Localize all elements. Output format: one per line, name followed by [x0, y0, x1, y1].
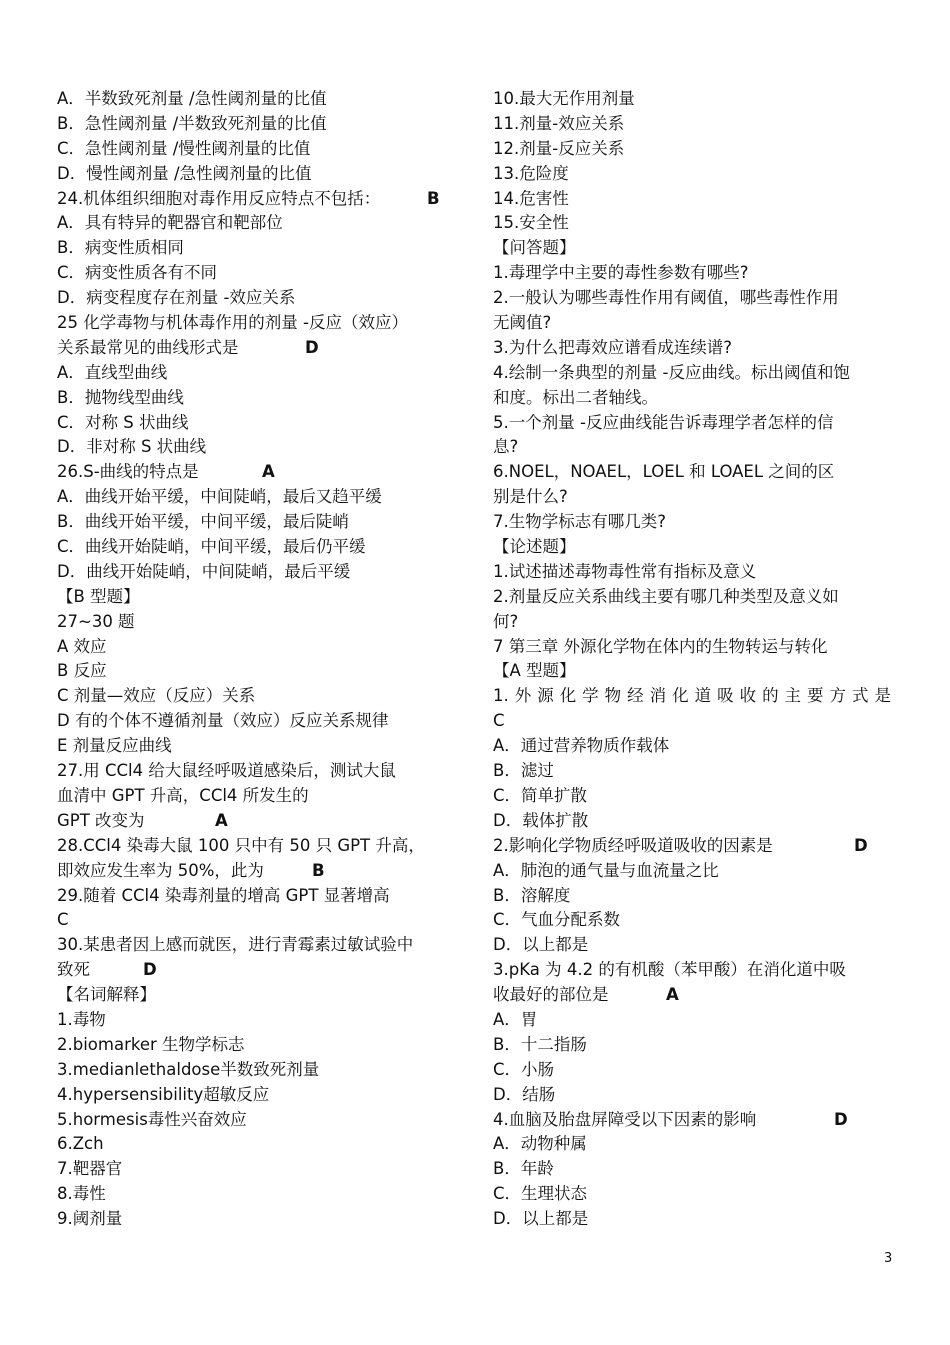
line-text: 息?: [493, 437, 519, 457]
line-text: 30.某患者因上感而就医，进行青霉素过敏试验中: [57, 935, 414, 955]
text-line: [57, 411, 457, 436]
text-line: [57, 859, 457, 884]
text-line: [493, 236, 891, 261]
line-text: B．急性阈剂量 /半数致死剂量的比值: [57, 113, 327, 133]
line-text: C．曲线开始陡峭，中间平缓，最后仍平缓: [57, 537, 366, 557]
line-text: B．曲线开始平缓，中间平缓，最后陡峭: [57, 512, 349, 532]
text-line: [493, 1207, 891, 1232]
text-line: [57, 286, 457, 311]
text-line: [57, 1108, 457, 1133]
line-text: D．以上都是: [493, 1209, 589, 1229]
answer-key: A: [262, 462, 275, 482]
line-text: 别是什么?: [493, 487, 568, 507]
text-line: [57, 784, 457, 809]
text-line: [57, 386, 457, 411]
text-line: [493, 460, 891, 485]
text-line: [57, 87, 457, 112]
line-text: C．对称 S 状曲线: [57, 412, 189, 432]
answer-key: A: [215, 810, 228, 830]
line-text: 关系最常见的曲线形式是: [57, 337, 239, 357]
page-number: 3: [884, 1251, 893, 1266]
line-text: B．病变性质相同: [57, 238, 184, 258]
line-text: 4.hypersensibility超敏反应: [57, 1084, 270, 1104]
line-text: C 剂量—效应（反应）关系: [57, 686, 256, 706]
line-text: A．直线型曲线: [57, 362, 168, 382]
line-text: D．以上都是: [493, 935, 589, 955]
line-text: 3.medianlethaldose半数致死剂量: [57, 1059, 320, 1079]
line-text: 7.靶器官: [57, 1159, 123, 1179]
text-line: [493, 659, 891, 684]
text-line: [57, 908, 457, 933]
text-line: [493, 983, 891, 1008]
line-text: A．胃: [493, 1009, 538, 1029]
text-line: [493, 859, 891, 884]
line-text: 致死: [57, 960, 90, 980]
text-line: [57, 1033, 457, 1058]
text-line: [57, 137, 457, 162]
line-text: 【论述题】: [493, 537, 576, 557]
line-text: C．急性阈剂量 /慢性阈剂量的比值: [57, 138, 311, 158]
line-text: 1.外源化学物经消化道吸收的主要方式是: [493, 686, 891, 706]
text-line: [57, 734, 457, 759]
text-line: [57, 1083, 457, 1108]
answer-key: B: [427, 188, 440, 208]
left-column: [57, 87, 457, 1232]
line-text: B．年龄: [493, 1159, 554, 1179]
line-text: 无阈值?: [493, 313, 552, 333]
text-line: [57, 510, 457, 535]
line-text: C: [493, 711, 505, 731]
text-line: [493, 162, 891, 187]
text-line: [57, 809, 457, 834]
text-line: [493, 286, 891, 311]
text-line: [493, 137, 891, 162]
text-line: [493, 933, 891, 958]
line-text: C．气血分配系数: [493, 910, 621, 930]
line-text: B．抛物线型曲线: [57, 387, 184, 407]
line-text: 26.S-曲线的特点是: [57, 462, 199, 482]
text-line: [493, 510, 891, 535]
line-text: 5.一个剂量 -反应曲线能告诉毒理学者怎样的信: [493, 412, 834, 432]
text-line: [57, 834, 457, 859]
line-text: B 反应: [57, 661, 107, 681]
line-text: 11.剂量-效应关系: [493, 113, 625, 133]
text-line: [493, 734, 891, 759]
text-line: [493, 908, 891, 933]
line-text: A．动物种属: [493, 1134, 587, 1154]
text-line: [57, 659, 457, 684]
text-line: [493, 709, 891, 734]
line-text: D．病变程度存在剂量 -效应关系: [57, 288, 296, 308]
line-text: 何?: [493, 611, 519, 631]
line-text: C．病变性质各有不同: [57, 263, 218, 283]
text-line: [57, 1182, 457, 1207]
line-text: C．生理状态: [493, 1184, 588, 1204]
line-text: 3.pKa 为 4.2 的有机酸（苯甲酸）在消化道中吸: [493, 960, 846, 980]
answer-key: D: [305, 337, 319, 357]
text-line: [493, 1182, 891, 1207]
line-text: 4.血脑及胎盘屏障受以下因素的影响: [493, 1109, 757, 1129]
text-line: [57, 460, 457, 485]
line-text: 15.安全性: [493, 213, 569, 233]
text-line: [493, 187, 891, 212]
text-line: [57, 211, 457, 236]
line-text: D．曲线开始陡峭，中间陡峭，最后平缓: [57, 561, 351, 581]
line-text: 【问答题】: [493, 238, 576, 258]
line-text: C．小肠: [493, 1059, 555, 1079]
line-text: 12.剂量-反应关系: [493, 138, 625, 158]
text-line: [57, 983, 457, 1008]
text-line: [493, 560, 891, 585]
text-line: [57, 162, 457, 187]
line-text: 2.剂量反应关系曲线主要有哪几种类型及意义如: [493, 586, 839, 606]
line-text: 3.为什么把毒效应谱看成连续谱?: [493, 337, 733, 357]
text-line: [57, 560, 457, 585]
line-text: 4.绘制一条典型的剂量 -反应曲线。标出阈值和饱: [493, 362, 850, 382]
line-text: E 剂量反应曲线: [57, 736, 172, 756]
text-line: [493, 1157, 891, 1182]
text-line: [57, 261, 457, 286]
text-line: [57, 884, 457, 909]
answer-key: D: [854, 835, 868, 855]
line-text: 2.影响化学物质经呼吸道吸收的因素是: [493, 835, 773, 855]
line-text: A 效应: [57, 636, 107, 656]
text-line: [57, 709, 457, 734]
text-line: [493, 784, 891, 809]
text-line: [493, 112, 891, 137]
answer-key: D: [834, 1109, 848, 1129]
text-line: [493, 1083, 891, 1108]
line-text: 6.NOEL，NOAEL，LOEL 和 LOAEL 之间的区: [493, 462, 835, 482]
text-line: [57, 1207, 457, 1232]
line-text: 7 第三章 外源化学物在体内的生物转运与转化: [493, 636, 828, 656]
text-line: [57, 635, 457, 660]
text-line: [493, 1058, 891, 1083]
line-text: C．简单扩散: [493, 785, 588, 805]
text-line: [493, 834, 891, 859]
text-line: [493, 684, 891, 709]
text-line: [493, 386, 891, 411]
text-line: [493, 610, 891, 635]
line-text: D．载体扩散: [493, 810, 589, 830]
text-line: [493, 336, 891, 361]
text-line: [493, 884, 891, 909]
text-line: [57, 435, 457, 460]
line-text: A．半数致死剂量 /急性阈剂量的比值: [57, 89, 327, 108]
line-text: 【A 型题】: [493, 661, 576, 681]
text-line: [493, 1108, 891, 1133]
text-line: [493, 535, 891, 560]
line-text: A．具有特异的靶器官和靶部位: [57, 213, 283, 233]
text-line: [493, 1033, 891, 1058]
line-text: B．十二指肠: [493, 1034, 587, 1054]
text-line: [57, 311, 457, 336]
line-text: 2.biomarker 生物学标志: [57, 1034, 245, 1054]
text-line: [57, 361, 457, 386]
text-line: [493, 1132, 891, 1157]
text-line: [57, 336, 457, 361]
line-text: A．曲线开始平缓，中间陡峭，最后又趋平缓: [57, 487, 382, 507]
line-text: 24.机体组织细胞对毒作用反应特点不包括：: [57, 188, 381, 208]
text-line: [493, 435, 891, 460]
text-line: [57, 1132, 457, 1157]
line-text: B．滤过: [493, 761, 554, 781]
line-text: 1.试述描述毒物毒性常有指标及意义: [493, 561, 757, 581]
line-text: 1.毒物: [57, 1009, 106, 1029]
line-text: 8.毒性: [57, 1184, 106, 1204]
line-text: D．慢性阈剂量 /急性阈剂量的比值: [57, 163, 312, 183]
answer-key: A: [666, 985, 679, 1005]
line-text: 6.Zch: [57, 1134, 104, 1154]
line-text: 13.危险度: [493, 163, 569, 183]
text-line: [57, 585, 457, 610]
line-text: 25 化学毒物与机体毒作用的剂量 -反应（效应）: [57, 313, 408, 333]
line-text: 27~30 题: [57, 611, 135, 631]
line-text: 收最好的部位是: [493, 985, 609, 1005]
text-line: [493, 87, 891, 112]
answer-key: D: [143, 960, 157, 980]
text-line: [57, 112, 457, 137]
text-line: [57, 485, 457, 510]
line-text: 【名词解释】: [57, 985, 156, 1005]
answer-key: B: [312, 860, 325, 880]
line-text: 9.阈剂量: [57, 1209, 123, 1229]
line-text: 1.毒理学中主要的毒性参数有哪些?: [493, 263, 749, 283]
text-line: [493, 261, 891, 286]
text-line: [493, 485, 891, 510]
text-line: [493, 311, 891, 336]
line-text: 14.危害性: [493, 188, 569, 208]
text-line: [57, 759, 457, 784]
line-text: C: [57, 910, 69, 930]
text-line: [493, 211, 891, 236]
text-line: [57, 684, 457, 709]
line-text: A．通过营养物质作载体: [493, 736, 670, 756]
line-text: 【B 型题】: [57, 586, 140, 606]
right-column: [493, 87, 891, 1232]
text-line: [493, 361, 891, 386]
text-line: [57, 933, 457, 958]
line-text: 27.用 CCl4 给大鼠经呼吸道感染后，测试大鼠: [57, 761, 396, 781]
text-line: [493, 759, 891, 784]
line-text: 10.最大无作用剂量: [493, 89, 635, 108]
line-text: D 有的个体不遵循剂量（效应）反应关系规律: [57, 711, 389, 731]
text-line: [493, 958, 891, 983]
text-line: [57, 958, 457, 983]
line-text: 2.一般认为哪些毒性作用有阈值，哪些毒性作用: [493, 288, 839, 308]
line-text: A．肺泡的通气量与血流量之比: [493, 860, 719, 880]
line-text: 7.生物学标志有哪几类?: [493, 512, 667, 532]
line-text: 血清中 GPT 升高，CCl4 所发生的: [57, 785, 309, 805]
line-text: B．溶解度: [493, 885, 571, 905]
text-line: [57, 535, 457, 560]
text-line: [57, 1008, 457, 1033]
text-line: [493, 585, 891, 610]
text-line: [493, 809, 891, 834]
text-line: [493, 411, 891, 436]
line-text: GPT 改变为: [57, 810, 145, 830]
line-text: 29.随着 CCl4 染毒剂量的增高 GPT 显著增高: [57, 885, 390, 905]
line-text: D．非对称 S 状曲线: [57, 437, 207, 457]
line-text: 28.CCl4 染毒大鼠 100 只中有 50 只 GPT 升高，: [57, 835, 425, 855]
line-text: D．结肠: [493, 1084, 556, 1104]
text-line: [57, 1157, 457, 1182]
text-line: [493, 1008, 891, 1033]
text-line: [57, 1058, 457, 1083]
line-text: 和度。标出二者轴线。: [493, 387, 658, 407]
text-line: [493, 635, 891, 660]
text-line: [57, 236, 457, 261]
line-text: 5.hormesis毒性兴奋效应: [57, 1109, 247, 1129]
text-line: [57, 610, 457, 635]
line-text: 即效应发生率为 50%，此为: [57, 860, 264, 880]
text-line: [57, 187, 457, 212]
